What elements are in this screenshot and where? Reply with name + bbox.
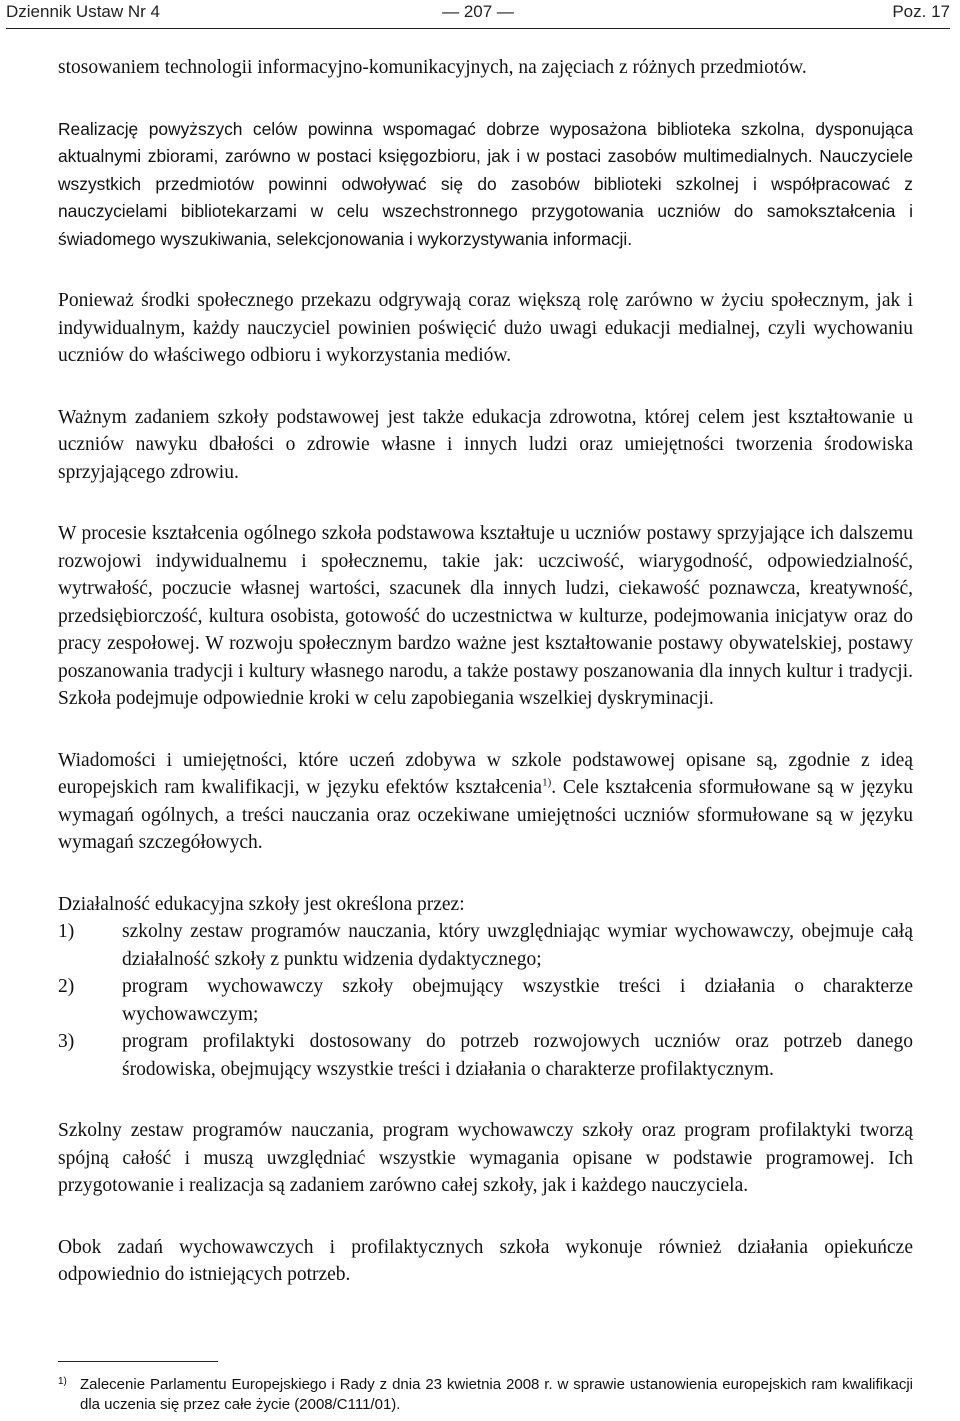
list-item-number: 3) (58, 1031, 75, 1052)
page-number: — 207 — (442, 2, 514, 21)
list-item (58, 918, 913, 973)
document-body (58, 54, 913, 1289)
list-item (58, 973, 913, 1028)
header-rule (6, 28, 950, 29)
footnote-mark: 1) (58, 1376, 67, 1387)
position-number: Poz. 17 (892, 2, 950, 21)
paragraph-9: Obok zadań wychowawczych i profilaktycznych szkoła wykonuje również działania opiekuńcze odpowiednio do istniejących potrzeb. (58, 1236, 913, 1285)
paragraph-2: Realizację powyższych celów powinna wspomagać dobrze wyposażona biblioteka szkolna, dysponująca aktualnymi zbiorami, zarówno w postaci księgozbioru, jak i w postaci zasobów multimedialnych. Nauczyciele wszystkich przedmiotów powinni odwoływać się do zasobów biblioteki szkolnej i współpracować z nauczycielami bibliotekarzami w celu wszechstronnego przygotowania uczniów do samokształcenia i świadomego wyszukiwania, selekcjonowania i wykorzystywania informacji. (58, 118, 913, 249)
footnote-text: Zalecenie Parlamentu Europejskiego i Rady z dnia 23 kwietnia 2008 r. w sprawie ustanowienia europejskich ram kwalifikacji dla uczenia się przez całe życie (2008/C111/01). (80, 1376, 913, 1413)
paragraph-6-text-b: . Cele kształcenia sformułowane są w języku wymagań ogólnych, a treści nauczania oraz oczekiwane umiejętności uczniów sformułowane są w języku wymagań szczegółowych. (58, 777, 913, 853)
paragraph-1: stosowaniem technologii informacyjno-komunikacyjnych, na zajęciach z różnych przedmiotów. (58, 57, 807, 78)
paragraph-3: Ponieważ środki społecznego przekazu odgrywają coraz większą rolę zarówno w życiu społecznym, jak i indywidualnym, każdy nauczyciel powinien poświęcić dużo uwagi edukacji medialnej, czyli wychowaniu uczniów do właściwego odbioru i wykorzystania mediów. (58, 290, 913, 366)
list-intro: Działalność edukacyjna szkoły jest określona przez: (58, 893, 465, 915)
paragraph-5: W procesie kształcenia ogólnego szkoła podstawowa kształtuje u uczniów postawy sprzyjające ich dalszemu rozwojowi indywidualnemu i społecznemu, takie jak: uczciwość, wiarygodność, odpowiedzialność, wytrwałość, poczucie własnej wartości, szacunek dla innych ludzi, ciekawość poznawcza, kreatywność, przedsiębiorczość, kultura osobista, gotowość do uczestnictwa w kulturze, podejmowania inicjatyw oraz do pracy zespołowej. W rozwoju społecznym bardzo ważne jest kształtowanie postawy obywatelskiej, postawy poszanowania tradycji i kultury własnego narodu, a także postawy poszanowania dla innych kultur i tradycji. Szkoła podejmuje odpowiednie kroki w celu zapobiegania wszelkiej dyskryminacji. (58, 523, 913, 709)
paragraph-6 (58, 747, 913, 857)
list-item-text: szkolny zestaw programów nauczania, który uwzględniając wymiar wychowawczy, obejmuje całą działalność szkoły z punktu widzenia dydaktycznego; (122, 921, 913, 970)
journal-title: Dziennik Ustaw Nr 4 (6, 2, 160, 21)
paragraph-4: Ważnym zadaniem szkoły podstawowej jest także edukacja zdrowotna, której celem jest kształtowanie u uczniów nawyku dbałości o zdrowie własne i innych ludzi oraz umiejętności tworzenia środowiska sprzyjającego zdrowiu. (58, 406, 913, 483)
list-item (58, 1028, 913, 1083)
list-item-number: 2) (58, 976, 75, 997)
footnote-reference: 1) (542, 776, 552, 789)
footnote-rule (58, 1361, 218, 1362)
footnote (58, 1375, 913, 1415)
list-item-text: program wychowawczy szkoły obejmujący wszystkie treści i działania o charakterze wychowawczym; (122, 976, 913, 1025)
list-item-text: program profilaktyki dostosowany do potrzeb rozwojowych uczniów oraz potrzeb danego środowiska, obejmujący wszystkie treści i działania o charakterze profilaktycznym. (122, 1031, 913, 1080)
activity-list (58, 918, 913, 1083)
paragraph-8: Szkolny zestaw programów nauczania, program wychowawczy szkoły oraz program profilaktyki tworzą spójną całość i muszą uwzględniać wszystkie wymagania opisane w podstawie programowej. Ich przygotowanie i realizacja są zadaniem zarówno całej szkoły, jak i każdego nauczyciela. (58, 1120, 913, 1196)
list-item-number: 1) (58, 921, 75, 942)
paragraph-6-text-a: Wiadomości i umiejętności, które uczeń zdobywa w szkole podstawowej opisane są, zgodnie z ideą europejskich ram kwalifikacji, w języku efektów kształcenia (58, 749, 913, 798)
